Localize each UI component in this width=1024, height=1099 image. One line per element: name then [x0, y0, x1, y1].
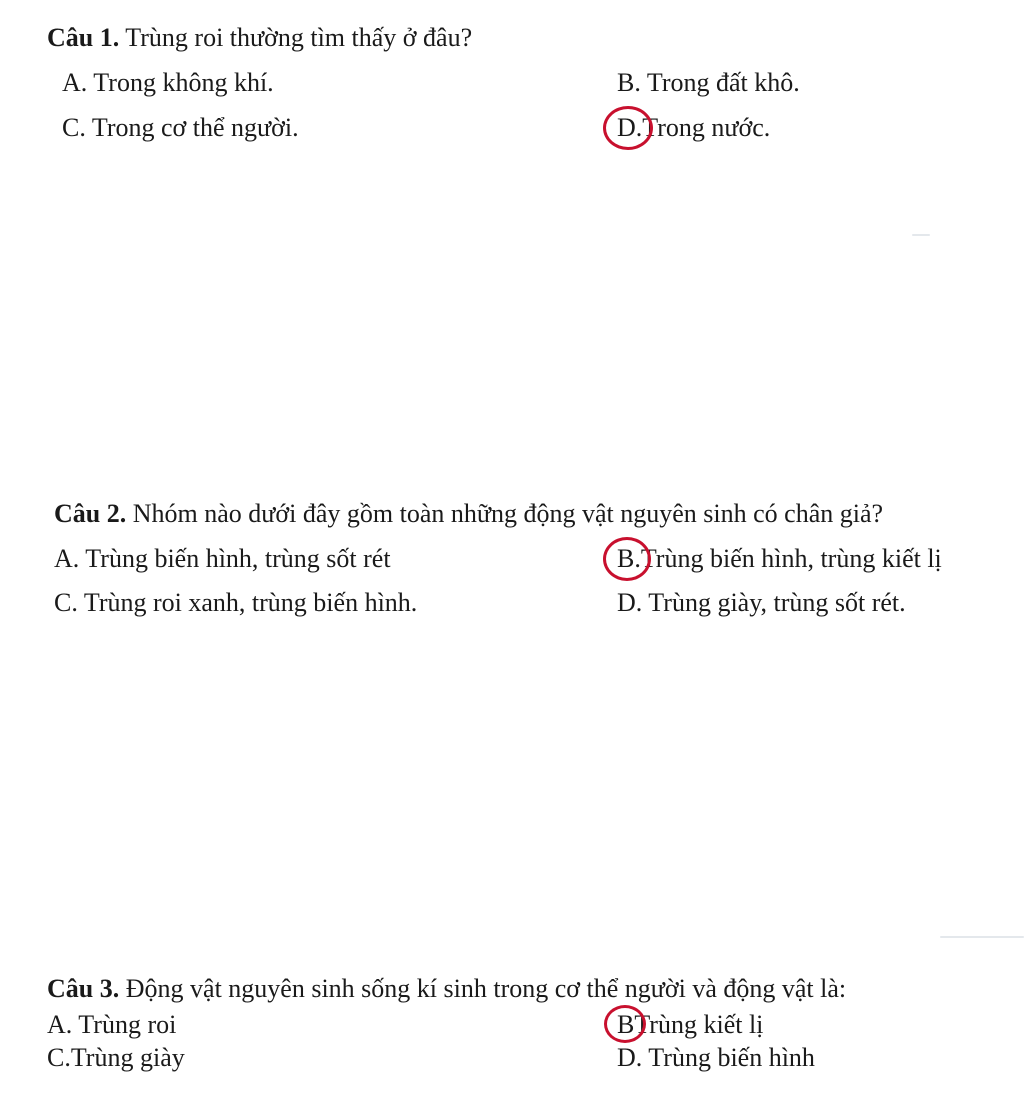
- option-letter: C.: [47, 1043, 71, 1072]
- scan-smudge: [940, 936, 1024, 938]
- question-1-option-b[interactable]: [617, 67, 800, 99]
- question-3-option-d[interactable]: [617, 1042, 815, 1074]
- question-3-label: Câu 3.: [47, 974, 120, 1003]
- question-2-text: Nhóm nào dưới đây gồm toàn những động vật nguyên sinh có chân giả?: [126, 499, 884, 528]
- option-text: Trong cơ thể người.: [85, 113, 299, 142]
- question-1-option-d[interactable]: [617, 112, 770, 144]
- question-1-stem: [47, 22, 472, 54]
- question-3-text: Động vật nguyên sinh sống kí sinh trong cơ thể người và động vật là:: [119, 974, 847, 1003]
- question-2-option-c[interactable]: [54, 587, 417, 619]
- option-letter: A.: [62, 68, 88, 97]
- question-1-text: Trùng roi thường tìm thấy ở đâu?: [119, 23, 473, 52]
- question-3-option-c[interactable]: [47, 1042, 185, 1074]
- option-letter: C.: [54, 588, 78, 617]
- option-letter: D.: [617, 113, 643, 142]
- option-text: Trùng giày: [70, 1043, 185, 1072]
- option-letter: D.: [617, 588, 643, 617]
- question-1-option-c[interactable]: [62, 112, 299, 144]
- option-text: Trùng giày, trùng sốt rét.: [642, 588, 906, 617]
- option-text: Trong đất khô.: [640, 68, 800, 97]
- option-text: Trùng roi: [72, 1010, 177, 1039]
- option-letter: A.: [54, 544, 80, 573]
- option-text: Trùng biến hình: [642, 1043, 815, 1072]
- question-2-option-b[interactable]: [617, 543, 942, 575]
- option-letter: A.: [47, 1010, 73, 1039]
- question-1-option-a[interactable]: [62, 67, 274, 99]
- question-2-option-a[interactable]: [54, 543, 391, 575]
- question-3-option-a[interactable]: [47, 1009, 176, 1041]
- option-text: Trùng biến hình, trùng sốt rét: [79, 544, 391, 573]
- question-3-stem: [47, 973, 846, 1005]
- option-text: Trùng kiết lị: [634, 1010, 764, 1039]
- option-letter: D.: [617, 1043, 643, 1072]
- question-2-option-d[interactable]: [617, 587, 906, 619]
- option-letter: B.: [617, 68, 641, 97]
- option-text: Trùng biến hình, trùng kiết lị: [640, 544, 942, 573]
- option-letter: B.: [617, 544, 641, 573]
- option-letter: B: [617, 1010, 635, 1039]
- question-2-stem: [54, 498, 883, 530]
- question-1-label: Câu 1.: [47, 23, 120, 52]
- option-text: Trong nước.: [642, 113, 771, 142]
- question-2-label: Câu 2.: [54, 499, 127, 528]
- option-text: Trong không khí.: [87, 68, 274, 97]
- question-3-option-b[interactable]: [617, 1009, 763, 1041]
- option-letter: C.: [62, 113, 86, 142]
- scan-smudge: [912, 234, 930, 236]
- option-text: Trùng roi xanh, trùng biến hình.: [77, 588, 418, 617]
